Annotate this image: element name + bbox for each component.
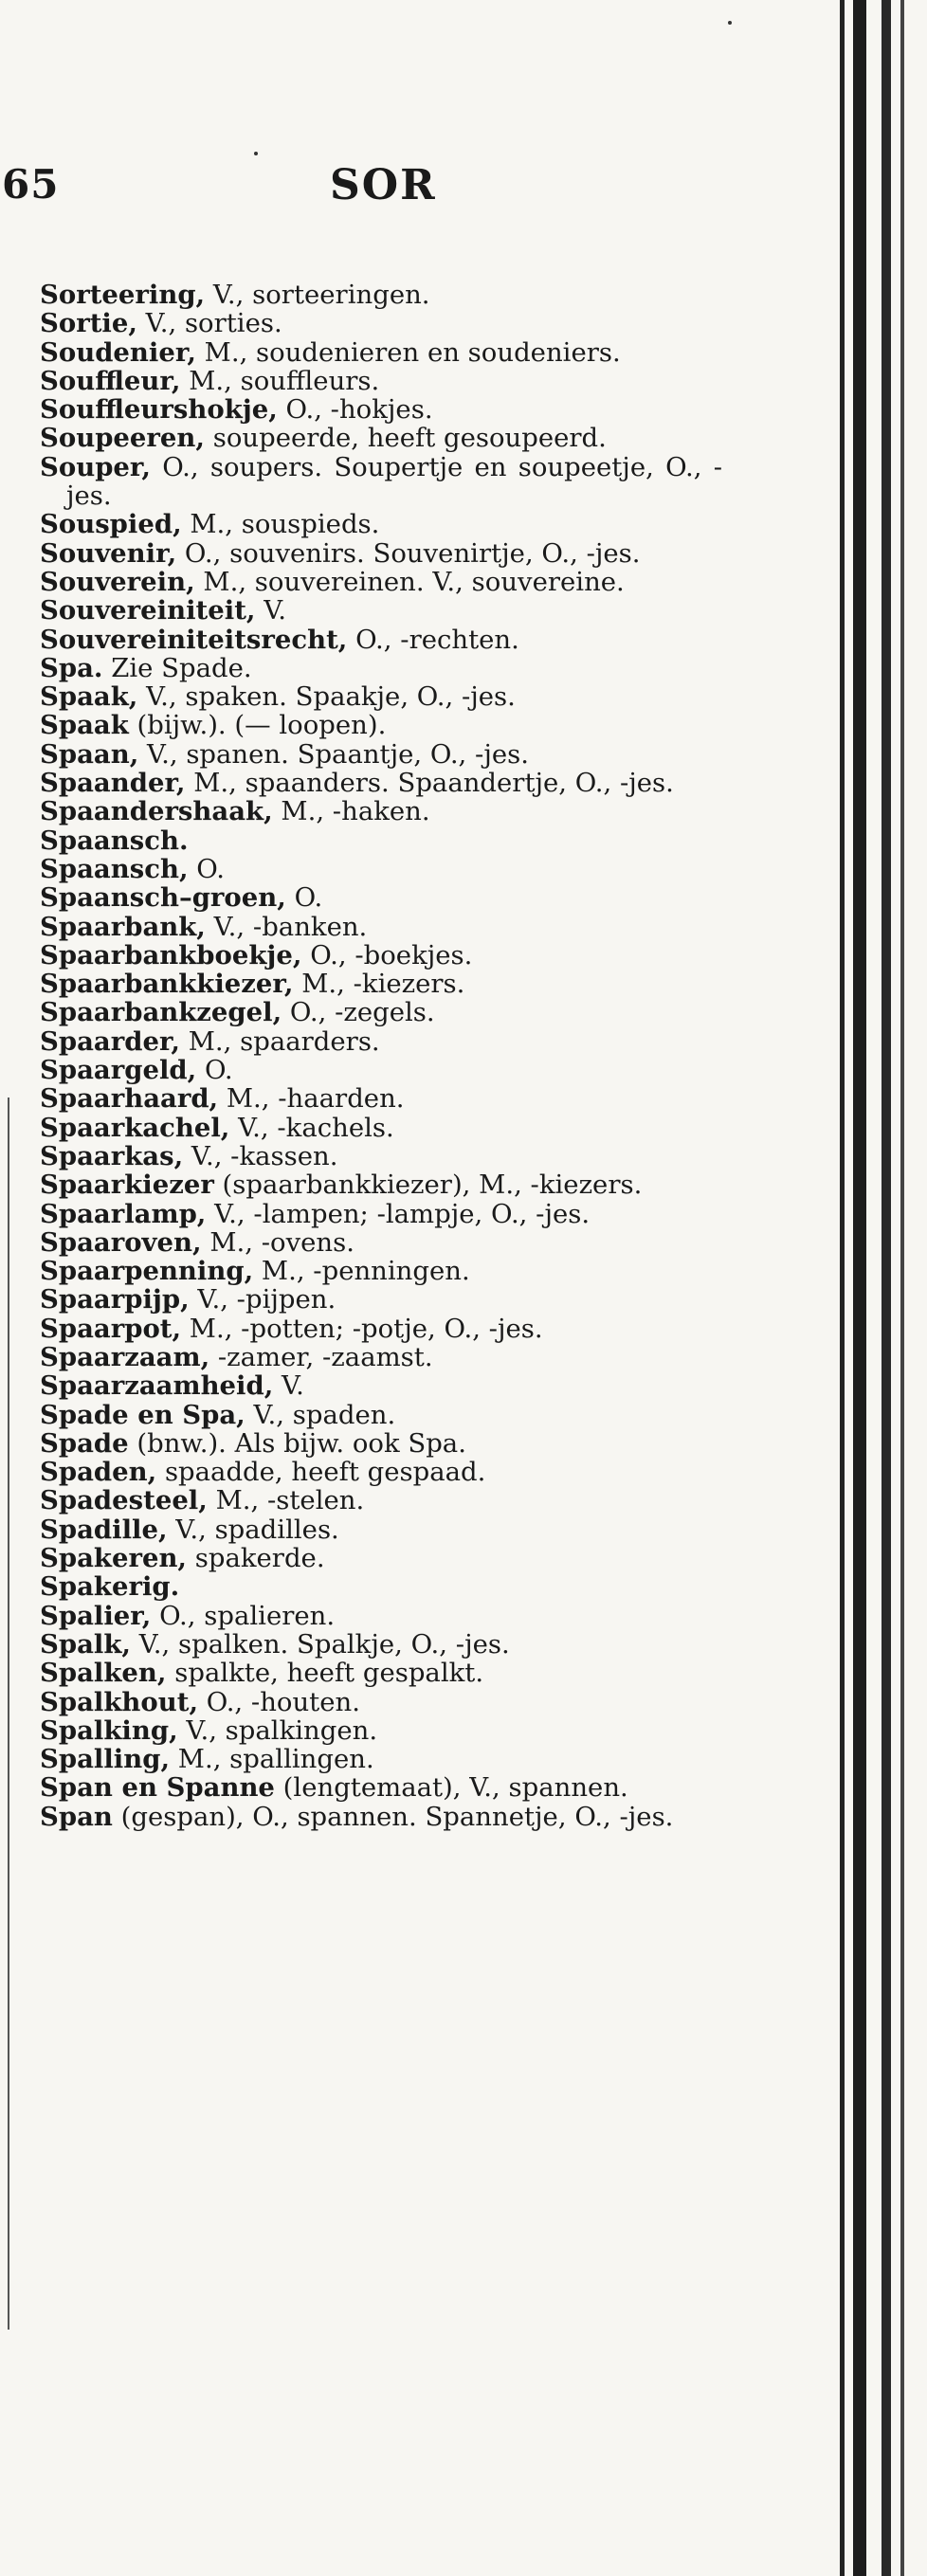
entry-headword: Spaarpot, xyxy=(40,1313,182,1344)
entry-headword: Span xyxy=(40,1801,113,1832)
dictionary-entry xyxy=(40,539,722,568)
dictionary-entry xyxy=(40,711,722,739)
entry-definition: (spaarbankkiezer), M., -kiezers. xyxy=(213,1170,643,1201)
entry-definition: M., souspieds. xyxy=(181,509,380,540)
entry-headword: Spadille, xyxy=(40,1514,168,1545)
dictionary-entry xyxy=(40,367,722,395)
entry-headword: Span en Spanne xyxy=(40,1772,275,1804)
entry-headword: Spadesteel, xyxy=(40,1485,208,1516)
entry-headword: Spalk, xyxy=(40,1628,131,1660)
entry-headword: Spalier, xyxy=(40,1600,152,1631)
entry-headword: Spaarpijp, xyxy=(40,1284,190,1315)
entry-definition: M., -kiezers. xyxy=(293,969,465,1000)
entry-headword: Spakerig. xyxy=(40,1571,180,1603)
entry-definition: O., -houten. xyxy=(198,1686,360,1717)
dictionary-entry xyxy=(40,1688,722,1716)
entry-definition: spaadde, heeft gespaad. xyxy=(156,1457,486,1488)
dictionary-entry xyxy=(40,1315,722,1343)
entry-headword: Spakeren, xyxy=(40,1543,188,1574)
entry-headword: Spaarzaamheid, xyxy=(40,1370,274,1402)
entry-definition: O., souvenirs. Souvenirtje, O., -jes. xyxy=(176,537,641,569)
dictionary-entry xyxy=(40,855,722,883)
entry-definition: O. xyxy=(188,853,225,884)
entry-headword: Spaarlamp, xyxy=(40,1198,207,1229)
entry-headword: Sorteering, xyxy=(40,280,206,310)
binding-gutter-inner xyxy=(853,0,866,2576)
entry-headword: Spaarkiezer xyxy=(40,1170,214,1201)
binding-gutter-edge xyxy=(882,0,891,2576)
entry-headword: Spaansch–groen, xyxy=(40,882,286,914)
dictionary-entry xyxy=(40,1170,722,1199)
entry-definition: M., -ovens. xyxy=(201,1226,354,1258)
dictionary-entry xyxy=(40,941,722,970)
entry-headword: Spaansch. xyxy=(40,825,189,856)
dictionary-entry xyxy=(40,1200,722,1228)
entry-headword: Souvereiniteitsrecht, xyxy=(40,624,348,655)
entry-definition: M., spallingen. xyxy=(170,1744,374,1775)
print-speck xyxy=(254,152,258,155)
binding-gutter xyxy=(840,0,845,2576)
dictionary-entry xyxy=(40,1257,722,1285)
dictionary-entry xyxy=(40,1716,722,1745)
dictionary-entry xyxy=(40,913,722,941)
entry-definition: V., spadilles. xyxy=(167,1514,339,1545)
entry-definition: O., -hokjes. xyxy=(277,394,433,426)
dictionary-entry xyxy=(40,309,722,337)
binding-gutter-outer xyxy=(900,0,904,2576)
entry-headword: Souffleurshokje, xyxy=(40,394,278,426)
entry-definition: V., spalkingen. xyxy=(177,1714,378,1746)
dictionary-entry xyxy=(40,826,722,855)
print-speck xyxy=(728,21,732,25)
dictionary-entry xyxy=(40,970,722,998)
dictionary-entry xyxy=(40,626,722,654)
entry-headword: Spade en Spa, xyxy=(40,1399,245,1430)
dictionary-entry xyxy=(40,281,722,309)
entry-headword: Souspied, xyxy=(40,509,182,540)
entry-definition: (bijw.). (— loopen). xyxy=(128,710,387,741)
dictionary-entry xyxy=(40,1572,722,1601)
entry-definition: V., -pijpen. xyxy=(189,1284,336,1315)
entry-definition: M., souffleurs. xyxy=(180,365,380,396)
entry-headword: Spaan, xyxy=(40,738,139,770)
entry-definition: soupeerde, heeft gesoupeerd. xyxy=(204,423,607,454)
dictionary-entry xyxy=(40,1544,722,1572)
entry-definition: (lengtemaat), V., spannen. xyxy=(274,1772,628,1804)
entry-definition: M., -penningen. xyxy=(253,1256,470,1287)
entry-definition: V., -kachels. xyxy=(229,1112,394,1143)
entry-headword: Spaak xyxy=(40,710,129,741)
entry-headword: Spaarbankzegel, xyxy=(40,997,282,1028)
dictionary-entry xyxy=(40,338,722,367)
entry-headword: Spaarkachel, xyxy=(40,1112,230,1143)
entry-definition: (gespan), O., spannen. Spannetje, O., -jes. xyxy=(112,1801,674,1832)
entry-headword: Spa. xyxy=(40,652,103,683)
dictionary-entry xyxy=(40,1745,722,1773)
entry-definition: V. xyxy=(273,1370,304,1402)
entry-headword: Spalkhout, xyxy=(40,1686,199,1717)
entry-definition: O., -boekjes. xyxy=(301,939,473,971)
dictionary-entry xyxy=(40,1027,722,1056)
dictionary-entry xyxy=(40,1056,722,1084)
entry-definition: V., spanen. Spaantje, O., -jes. xyxy=(138,738,529,770)
entry-headword: Souvenir, xyxy=(40,537,177,569)
entry-headword: Spaander, xyxy=(40,768,186,799)
entry-headword: Souverein, xyxy=(40,566,195,597)
entry-headword: Soudenier, xyxy=(40,336,196,368)
dictionary-entry xyxy=(40,1659,722,1687)
dictionary-entry xyxy=(40,1630,722,1659)
dictionary-entry xyxy=(40,1142,722,1170)
dictionary-entry xyxy=(40,453,722,511)
entry-headword: Spaarbank, xyxy=(40,911,206,942)
entry-definition: M., -potten; -potje, O., -jes. xyxy=(181,1313,543,1344)
entry-definition: O., spalieren. xyxy=(151,1600,336,1631)
entry-definition: V., sorteeringen. xyxy=(205,280,430,310)
dictionary-entry xyxy=(40,769,722,797)
entry-headword: Spade xyxy=(40,1427,129,1459)
entry-definition: O. xyxy=(285,882,323,914)
entry-definition: (bnw.). Als bijw. ook Spa. xyxy=(128,1427,466,1459)
dictionary-entry xyxy=(40,1343,722,1371)
entry-definition: V., sorties. xyxy=(136,308,282,339)
entry-headword: Spaarkas, xyxy=(40,1140,184,1171)
entry-headword: Souvereiniteit, xyxy=(40,595,256,626)
entry-definition: M., -haarden. xyxy=(218,1083,405,1115)
entry-headword: Spaak, xyxy=(40,681,138,713)
entry-headword: Spaarbankkiezer, xyxy=(40,969,294,1000)
page-number: 65 xyxy=(2,161,60,208)
entry-definition: -zamer, -zaamst. xyxy=(209,1341,433,1372)
dictionary-entry xyxy=(40,596,722,625)
entry-headword: Spaarbankboekje, xyxy=(40,939,302,971)
dictionary-entry xyxy=(40,883,722,912)
margin-rule xyxy=(8,1098,9,2330)
dictionary-entry xyxy=(40,1429,722,1458)
dictionary-entry xyxy=(40,1114,722,1142)
dictionary-entry xyxy=(40,395,722,424)
entry-headword: Souper, xyxy=(40,451,151,482)
entry-headword: Spaandershaak, xyxy=(40,796,273,827)
dictionary-entry xyxy=(40,424,722,452)
entry-definition: V., -banken. xyxy=(205,911,368,942)
dictionary-entry xyxy=(40,1371,722,1400)
entry-definition: V., -kassen. xyxy=(183,1140,338,1171)
entry-headword: Spaarzaam, xyxy=(40,1341,210,1372)
entry-definition: M., soudenieren en soudeniers. xyxy=(195,336,621,368)
entry-definition: V. xyxy=(255,595,287,626)
entry-definition: O., soupers. Soupertje en soupeetje, O., -jes. xyxy=(66,451,722,512)
entry-headword: Spalking, xyxy=(40,1714,178,1746)
entry-definition: O., -zegels. xyxy=(282,997,435,1028)
entry-headword: Spaaroven, xyxy=(40,1226,202,1258)
dictionary-entry xyxy=(40,1228,722,1257)
running-head: SOR xyxy=(330,161,437,209)
entry-definition: M., -haken. xyxy=(272,796,430,827)
entry-definition: M., souvereinen. V., souvereine. xyxy=(194,566,625,597)
entry-headword: Souffleur, xyxy=(40,365,181,396)
entry-definition: O. xyxy=(196,1055,233,1086)
dictionary-entry xyxy=(40,510,722,538)
entry-definition: M., -stelen. xyxy=(207,1485,365,1516)
dictionary-entry xyxy=(40,1602,722,1630)
entry-headword: Spaargeld, xyxy=(40,1055,197,1086)
entry-definition: V., spaden. xyxy=(245,1399,396,1430)
entry-headword: Spalling, xyxy=(40,1744,171,1775)
entry-definition: V., -lampen; -lampje, O., -jes. xyxy=(206,1198,591,1229)
entry-headword: Spalken, xyxy=(40,1658,167,1689)
entry-definition: V., spaken. Spaakje, O., -jes. xyxy=(137,681,516,713)
dictionary-entry-list xyxy=(40,281,722,1831)
dictionary-entry xyxy=(40,568,722,596)
dictionary-entry xyxy=(40,1486,722,1515)
entry-definition: M., spaarders. xyxy=(180,1025,380,1057)
entry-definition: O., -rechten. xyxy=(347,624,519,655)
dictionary-entry xyxy=(40,1458,722,1486)
entry-headword: Spaden, xyxy=(40,1457,157,1488)
entry-headword: Spaarpenning, xyxy=(40,1256,254,1287)
entry-definition: M., spaanders. Spaandertje, O., -jes. xyxy=(185,768,674,799)
entry-headword: Spaarder, xyxy=(40,1025,181,1057)
dictionary-entry xyxy=(40,1285,722,1314)
dictionary-entry xyxy=(40,682,722,711)
entry-definition: V., spalken. Spalkje, O., -jes. xyxy=(130,1628,510,1660)
dictionary-entry xyxy=(40,1803,722,1831)
entry-headword: Soupeeren, xyxy=(40,423,205,454)
entry-definition: spalkte, heeft gespalkt. xyxy=(166,1658,484,1689)
entry-headword: Spaarhaard, xyxy=(40,1083,219,1115)
dictionary-entry xyxy=(40,797,722,825)
entry-definition: spakerde. xyxy=(187,1543,325,1574)
dictionary-entry xyxy=(40,1084,722,1113)
entry-headword: Sortie, xyxy=(40,308,137,339)
dictionary-entry xyxy=(40,1773,722,1802)
entry-headword: Spaansch, xyxy=(40,853,189,884)
dictionary-entry xyxy=(40,740,722,769)
dictionary-entry xyxy=(40,654,722,682)
entry-definition: Zie Spade. xyxy=(102,652,252,683)
dictionary-entry xyxy=(40,1401,722,1429)
dictionary-entry xyxy=(40,1515,722,1544)
dictionary-entry xyxy=(40,998,722,1026)
